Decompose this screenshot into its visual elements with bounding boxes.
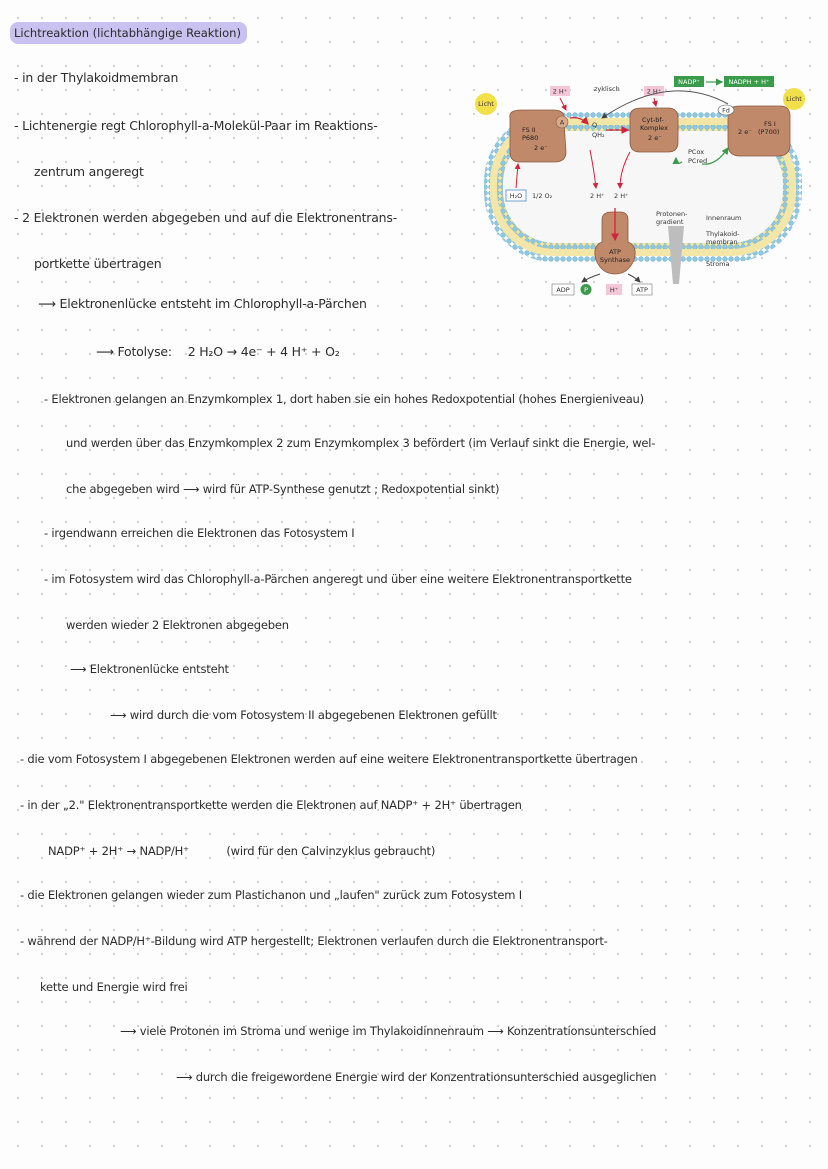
note-line: kette und Energie wird frei: [40, 980, 188, 994]
q-label: Q: [592, 121, 598, 129]
cyt-label-a: Cyt-bf-: [642, 116, 664, 124]
note-line: - die vom Fotosystem I abgegebenen Elektronen werden auf eine weitere Elektronentransportkette übertragen: [20, 752, 638, 766]
nadp-equation: NADP⁺ + 2H⁺ → NADP/H⁺: [48, 844, 189, 858]
innenraum-label: Innenraum: [706, 214, 742, 222]
note-line: werden wieder 2 Elektronen abgegeben: [66, 618, 289, 632]
fd-label: Fd: [722, 106, 730, 115]
note-line: - in der Thylakoidmembran: [14, 70, 179, 85]
h-inner-1-label: 2 H⁺: [590, 192, 605, 200]
fs2-label-b: P680: [522, 134, 539, 142]
note-line: - Elektronen gelangen an Enzymkomplex 1, dort haben sie ein hohes Redoxpotential (hohes Energieniveau): [44, 392, 644, 406]
fs1-label-b: (P700): [758, 128, 780, 136]
fs1-electrons: 2 e⁻: [738, 128, 752, 136]
cyt-electrons: 2 e⁻: [648, 134, 662, 142]
protonen-label-b: gradient: [656, 218, 684, 226]
note-line: [96, 344, 340, 359]
licht-left-label: Licht: [478, 100, 494, 108]
pcred-label: PCred: [688, 157, 708, 165]
p-label: P: [584, 286, 588, 294]
pcox-label: PCox: [688, 148, 705, 156]
note-line: - die Elektronen gelangen wieder zum Plastichanon und „laufen" zurück zum Fotosystem I: [20, 888, 522, 902]
note-line: ⟶ Elektronenlücke entsteht im Chlorophyll-a-Pärchen: [38, 296, 367, 311]
fs2-label-a: FS II: [522, 126, 536, 134]
note-line: portkette übertragen: [34, 256, 162, 271]
cyt-label-b: Komplex: [640, 124, 668, 132]
h-bottom-label: H⁺: [609, 286, 619, 294]
h2o-label: H₂O: [509, 192, 523, 200]
note-line: ⟶ durch die freigewordene Energie wird der Konzentrationsunterschied ausgeglichen: [176, 1070, 657, 1084]
protonen-label-a: Protonen-: [656, 210, 688, 218]
note-line: ⟶ wird durch die vom Fotosystem II abgegebenen Elektronen gefüllt: [110, 708, 497, 722]
note-line: - in der „2." Elektronentransportkette werden die Elektronen auf NADP⁺ + 2H⁺ übertragen: [20, 798, 522, 812]
zyklisch-label: zyklisch: [594, 85, 620, 93]
h-inner-2-label: 2 H⁺: [614, 192, 629, 200]
note-line: ⟶ viele Protonen im Stroma und wenige im Thylakoidinnenraum ⟶ Konzentrationsunterschied: [120, 1024, 657, 1038]
note-line: und werden über das Enzymkomplex 2 zum Enzymkomplex 3 befördert (im Verlauf sinkt die Energie, wel-: [66, 436, 656, 450]
nadp-label: NADP⁺: [678, 78, 700, 86]
note-line: - Lichtenergie regt Chlorophyll-a-Molekül-Paar im Reaktions-: [14, 118, 378, 133]
nadp-note: (wird für den Calvinzyklus gebraucht): [226, 844, 436, 858]
note-line: - irgendwann erreichen die Elektronen das Fotosystem I: [44, 526, 355, 540]
page-title: Lichtreaktion (lichtabhängige Reaktion): [10, 22, 247, 44]
atp-synthase-label-a: ATP: [609, 248, 621, 256]
thylakoid-label-b: membran: [706, 238, 738, 246]
qh2-label: QH₂: [592, 131, 605, 139]
acceptor-a-label: A: [559, 118, 565, 127]
note-line: - 2 Elektronen werden abgegeben und auf die Elektronentrans-: [14, 210, 398, 225]
stroma-label: Stroma: [706, 260, 730, 268]
thylakoid-diagram: [470, 70, 815, 310]
fotolyse-equation: 2 H₂O → 4e⁻ + 4 H⁺ + O₂: [187, 344, 340, 359]
licht-right-label: Licht: [786, 95, 802, 103]
h-top-left-label: 2 H⁺: [552, 87, 568, 96]
nadph-label: NADPH + H⁺: [728, 78, 770, 86]
note-line: - im Fotosystem wird das Chlorophyll-a-Pärchen angeregt und über eine weitere Elektronentransportkette: [44, 572, 632, 586]
note-line: ⟶ Elektronenlücke entsteht: [70, 662, 229, 676]
note-line: zentrum angeregt: [34, 164, 144, 179]
atp-synthase-label-b: Synthase: [599, 256, 631, 264]
h-top-mid-label: 2 H⁺: [646, 87, 662, 96]
note-line: - während der NADP/H⁺-Bildung wird ATP hergestellt; Elektronen verlaufen durch die Elektronentransport-: [20, 934, 608, 948]
fs1-label-a: FS I: [764, 120, 776, 128]
note-line: che abgegeben wird ⟶ wird für ATP-Synthese genutzt ; Redoxpotential sinkt): [66, 482, 500, 496]
fotolyse-label: ⟶ Fotolyse:: [96, 344, 172, 359]
thylakoid-label-a: Thylakoid-: [706, 230, 740, 238]
adp-label: ADP: [556, 286, 570, 294]
fs2-electrons: 2 e⁻: [534, 144, 548, 152]
atp-out-label: ATP: [636, 286, 648, 294]
o2-label: 1/2 O₂: [532, 192, 553, 200]
note-line: [48, 844, 435, 858]
